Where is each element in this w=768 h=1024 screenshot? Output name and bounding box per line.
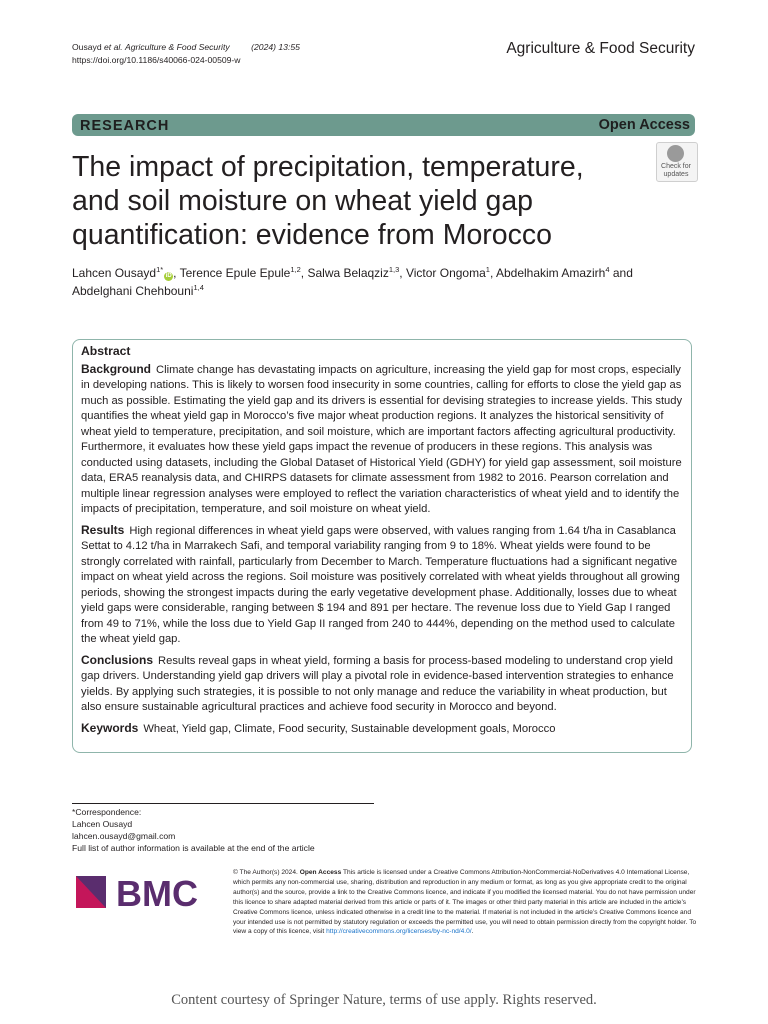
author-affiliation: 1,3 bbox=[388, 265, 400, 274]
page-footer: Content courtesy of Springer Nature, terms of use apply. Rights reserved. bbox=[171, 992, 597, 1008]
author-affiliation: 1 bbox=[485, 265, 490, 274]
abstract-content bbox=[81, 344, 686, 742]
running-header bbox=[72, 41, 300, 67]
abstract-heading: Abstract bbox=[81, 344, 131, 358]
license-copyright: © The Author(s) 2024. bbox=[233, 869, 298, 876]
header-author: Ousayd bbox=[72, 42, 102, 52]
citation-line bbox=[72, 41, 300, 54]
background-text: Climate change has devastating impacts on agriculture, increasing the yield gap for most crops, especially in developing nations. This is likely to worsen food insecurity in some countries, calling for efforts to close the yield gap as much as possible. Estimating the yield gap and its drivers is essential for devising strategies to increase yields. This study quantifies the wheat yield gap in Morocco’s five major wheat production regions. It analyzes the historical sensitivity of wheat yield to temperature, precipitation, and soil moisture, which are important factors affecting agricultural productivity. Furthermore, it evaluates how these yield gaps impact the revenue of producers in these regions. This analysis was conducted using datasets, including the Global Dataset of Historical Yield (GDHY) for yield gap assessment, soil moisture data, ERA5 reanalysis data, and CHIRPS datasets for climate assessment from 1982 to 2016. Pearson correlation and multiple linear regression analyses were employed to reflect the variation characteristics of wheat yield and to identify the impacts of precipitation, temperature, and soil moisture on wheat yield. bbox=[81, 363, 683, 515]
check-updates-line2: updates bbox=[663, 171, 689, 178]
license-open-access: Open Access bbox=[299, 869, 342, 876]
header-et-al: et al. bbox=[104, 42, 123, 52]
correspondence-name: Lahcen Ousayd bbox=[72, 819, 133, 829]
results-label: Results bbox=[81, 522, 125, 537]
author-affiliation: 1,4 bbox=[193, 283, 204, 292]
results-text: High regional differences in wheat yield gaps were observed, with values ranging from 1.64 t/ha in Casablanca Settat to 4.12 t/ha in Marrakech Safi, and temporal variability ranging from 9 to 18%. Wheat yields were found to be strongly correlated with rainfall, particularly from December to March. Temperature fluctuations had a significant negative impact on wheat yield across the regions. Soil moisture was positively correlated with wheat yields throughout all growing periods, showing the strongest impacts during the early vegetative development phase. Additionally, losses due to wheat yield gaps were considerable, ranging between $ 194 and 891 per hectare. The revenue loss due to Yield Gap I ranged from 49 to 71%, while the loss due to Yield Gap II ranged from 240 to 444%, depending on the method used to calculate the wheat yield gap. bbox=[81, 524, 680, 645]
author-name[interactable]: Terence Epule Epule bbox=[179, 266, 291, 280]
doi-link[interactable]: https://doi.org/10.1186/s40066-024-00509-w bbox=[72, 55, 241, 65]
author-name[interactable]: Abdelhakim Amazirh bbox=[495, 266, 606, 280]
keywords-text: Wheat, Yield gap, Climate, Food security, Sustainable development goals, Morocco bbox=[143, 722, 556, 735]
author-name[interactable]: Victor Ongoma bbox=[405, 266, 486, 280]
author-separator: , bbox=[173, 266, 180, 280]
bmc-logo-text: BMC bbox=[116, 873, 198, 912]
abstract-keywords bbox=[81, 721, 686, 738]
author-affiliation: 1* bbox=[156, 265, 164, 274]
author-separator: , bbox=[399, 266, 406, 280]
author-list bbox=[72, 264, 692, 300]
check-updates-label bbox=[656, 163, 696, 179]
orcid-icon[interactable]: iD bbox=[165, 273, 172, 279]
check-updates-icon bbox=[667, 145, 684, 162]
check-updates-line1: Check for bbox=[661, 163, 691, 170]
abstract-conclusions bbox=[81, 653, 686, 716]
author-name[interactable]: Salwa Belaqziz bbox=[307, 266, 389, 280]
abstract-background bbox=[81, 362, 686, 518]
author-affiliation: 1,2 bbox=[290, 265, 301, 274]
article-title: The impact of precipitation, temperature, and soil moisture on wheat yield gap quantification: evidence from Morocco bbox=[72, 151, 584, 251]
license-suffix: . bbox=[471, 928, 474, 936]
section-label: RESEARCH bbox=[80, 118, 170, 134]
author-separator: , bbox=[300, 266, 308, 280]
correspondence-block bbox=[72, 806, 315, 854]
author-info-note: Full list of author information is available at the end of the article bbox=[72, 843, 315, 853]
keywords-label: Keywords bbox=[81, 720, 139, 735]
author-separator: , bbox=[489, 266, 496, 280]
footnote-rule bbox=[72, 803, 374, 804]
author-affiliation: 4 bbox=[605, 265, 610, 274]
open-access-label: Open Access bbox=[598, 117, 690, 133]
background-label: Background bbox=[81, 361, 152, 376]
license-link[interactable]: http://creativecommons.org/licenses/by-nc-nd/4.0/ bbox=[326, 928, 472, 936]
author-separator: and bbox=[609, 266, 633, 280]
license-body: This article is licensed under a Creative Commons Attribution-NonCommercial-NoDerivatives 4.0 International License, which permits any non-commercial use, sharing, distribution and reproduction in any medium or format, as long as you give appropriate credit to the original author(s) and the source, provide a link to the Creative Commons licence, and indicate if you modified the licensed material. You do not have permission under this licence to share adapted material derived from this article or parts of it. The images or other third party material in this article are included in the article’s Creative Commons licence, unless indicated otherwise in a credit line to the material. If material is not included in the article’s Creative Commons licence and your intended use is not permitted by statutory regulation or exceeds the permitted use, you will need to obtain permission directly from the copyright holder. To view a copy of this licence, visit bbox=[233, 869, 697, 936]
conclusions-label: Conclusions bbox=[81, 652, 154, 667]
bmc-logo[interactable] bbox=[72, 872, 232, 912]
author-name[interactable]: Abdelghani Chehbouni bbox=[72, 284, 194, 298]
abstract-results bbox=[81, 523, 686, 648]
license-text bbox=[233, 868, 698, 937]
author-name[interactable]: Lahcen Ousayd bbox=[72, 266, 157, 280]
conclusions-text: Results reveal gaps in wheat yield, forming a basis for process-based modeling to understand crop yield gap drivers. Understanding yield gap drivers will play a pivotal role in evidence-based intervention strategies to enhance yields. By applying such strategies, it is possible to not only manage and reduce the variability in wheat production, but also ensure sustainable agricultural practices and achieve food security in Morocco and beyond. bbox=[81, 654, 674, 713]
correspondence-email[interactable]: lahcen.ousayd@gmail.com bbox=[72, 831, 176, 841]
header-year-volume: (2024) 13:55 bbox=[251, 42, 300, 52]
correspondence-label: *Correspondence: bbox=[72, 807, 142, 817]
journal-name: Agriculture & Food Security bbox=[506, 40, 695, 57]
header-journal: Agriculture & Food Security bbox=[125, 42, 230, 52]
